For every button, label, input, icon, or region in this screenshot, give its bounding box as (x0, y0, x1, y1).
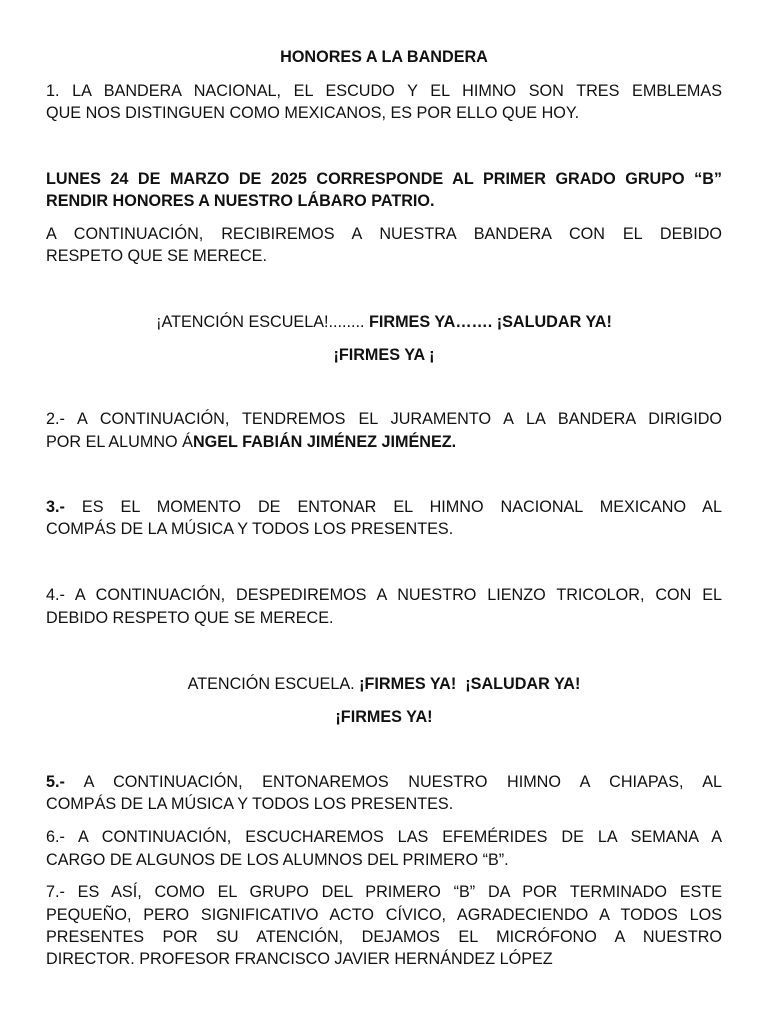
paragraph-7-line-1 (46, 771, 722, 793)
paragraph-1-line-1: 1. LA BANDERA NACIONAL, EL ESCUDO Y EL HIMNO SON TRES EMBLEMAS (46, 82, 722, 100)
paragraph-9-line-4: DIRECTOR. PROFESOR FRANCISCO JAVIER HERNÁNDEZ LÓPEZ (46, 950, 553, 968)
paragraph-8-line-2: CARGO DE ALGUNOS DE LOS ALUMNOS DEL PRIMERO “B”. (46, 851, 509, 869)
paragraph-9-line-2: PEQUEÑO, PERO SIGNIFICATIVO ACTO CÍVICO, AGRADECIENDO A TODOS LOS (46, 906, 722, 924)
paragraph-6-line-1: 4.- A CONTINUACIÓN, DESPEDIREMOS A NUESTRO LIENZO TRICOLOR, CON EL (46, 586, 722, 604)
paragraph-7-line-2: COMPÁS DE LA MÚSICA Y TODOS LOS PRESENTES. (46, 795, 454, 813)
command-1-normal: ¡ATENCIÓN ESCUELA!........ (156, 313, 369, 331)
paragraph-4-line-2-normal: POR EL ALUMNO Á (46, 433, 193, 451)
document-title: HONORES A LA BANDERA (280, 48, 488, 66)
paragraph-5-line-1 (46, 496, 722, 518)
command-1-bold: FIRMES YA……. ¡SALUDAR YA! (369, 313, 612, 331)
paragraph-4-line-2 (46, 431, 722, 453)
command-4: ¡FIRMES YA! (335, 708, 433, 726)
paragraph-2-line-1: LUNES 24 DE MARZO DE 2025 CORRESPONDE AL PRIMER GRADO GRUPO “B” (46, 170, 722, 188)
paragraph-5-line-2: COMPÁS DE LA MÚSICA Y TODOS LOS PRESENTES. (46, 520, 454, 538)
command-2: ¡FIRMES YA ¡ (333, 346, 435, 364)
paragraph-3-line-1: A CONTINUACIÓN, RECIBIREMOS A NUESTRA BANDERA CON EL DEBIDO (46, 225, 722, 243)
command-1 (46, 311, 722, 333)
paragraph-9-line-1: 7.- ES ASÍ, COMO EL GRUPO DEL PRIMERO “B” DA POR TERMINADO ESTE (46, 883, 722, 901)
paragraph-7-line-1-rest: A CONTINUACIÓN, ENTONAREMOS NUESTRO HIMNO A CHIAPAS, AL (64, 773, 722, 791)
command-3-normal: ATENCIÓN ESCUELA. (187, 675, 360, 693)
paragraph-9-line-3: PRESENTES POR SU ATENCIÓN, DEJAMOS EL MICRÓFONO A NUESTRO (46, 928, 722, 946)
paragraph-1-line-2: QUE NOS DISTINGUEN COMO MEXICANOS, ES POR ELLO QUE HOY. (46, 104, 580, 122)
paragraph-7-number: 5.- (46, 773, 65, 791)
command-3 (46, 673, 722, 695)
paragraph-6-line-2: DEBIDO RESPETO QUE SE MERECE. (46, 609, 334, 627)
command-3-bold: ¡FIRMES YA! ¡SALUDAR YA! (359, 675, 581, 693)
paragraph-5-number: 3.- (46, 498, 65, 516)
paragraph-4-line-1: 2.- A CONTINUACIÓN, TENDREMOS EL JURAMENTO A LA BANDERA DIRIGIDO (46, 410, 722, 428)
paragraph-3-line-2: RESPETO QUE SE MERECE. (46, 247, 267, 265)
paragraph-5-line-1-rest: ES EL MOMENTO DE ENTONAR EL HIMNO NACIONAL MEXICANO AL (64, 498, 722, 516)
paragraph-2-line-2: RENDIR HONORES A NUESTRO LÁBARO PATRIO. (46, 192, 435, 210)
student-name: NGEL FABIÁN JIMÉNEZ JIMÉNEZ. (192, 433, 457, 451)
paragraph-8-line-1: 6.- A CONTINUACIÓN, ESCUCHAREMOS LAS EFEMÉRIDES DE LA SEMANA A (46, 828, 722, 846)
